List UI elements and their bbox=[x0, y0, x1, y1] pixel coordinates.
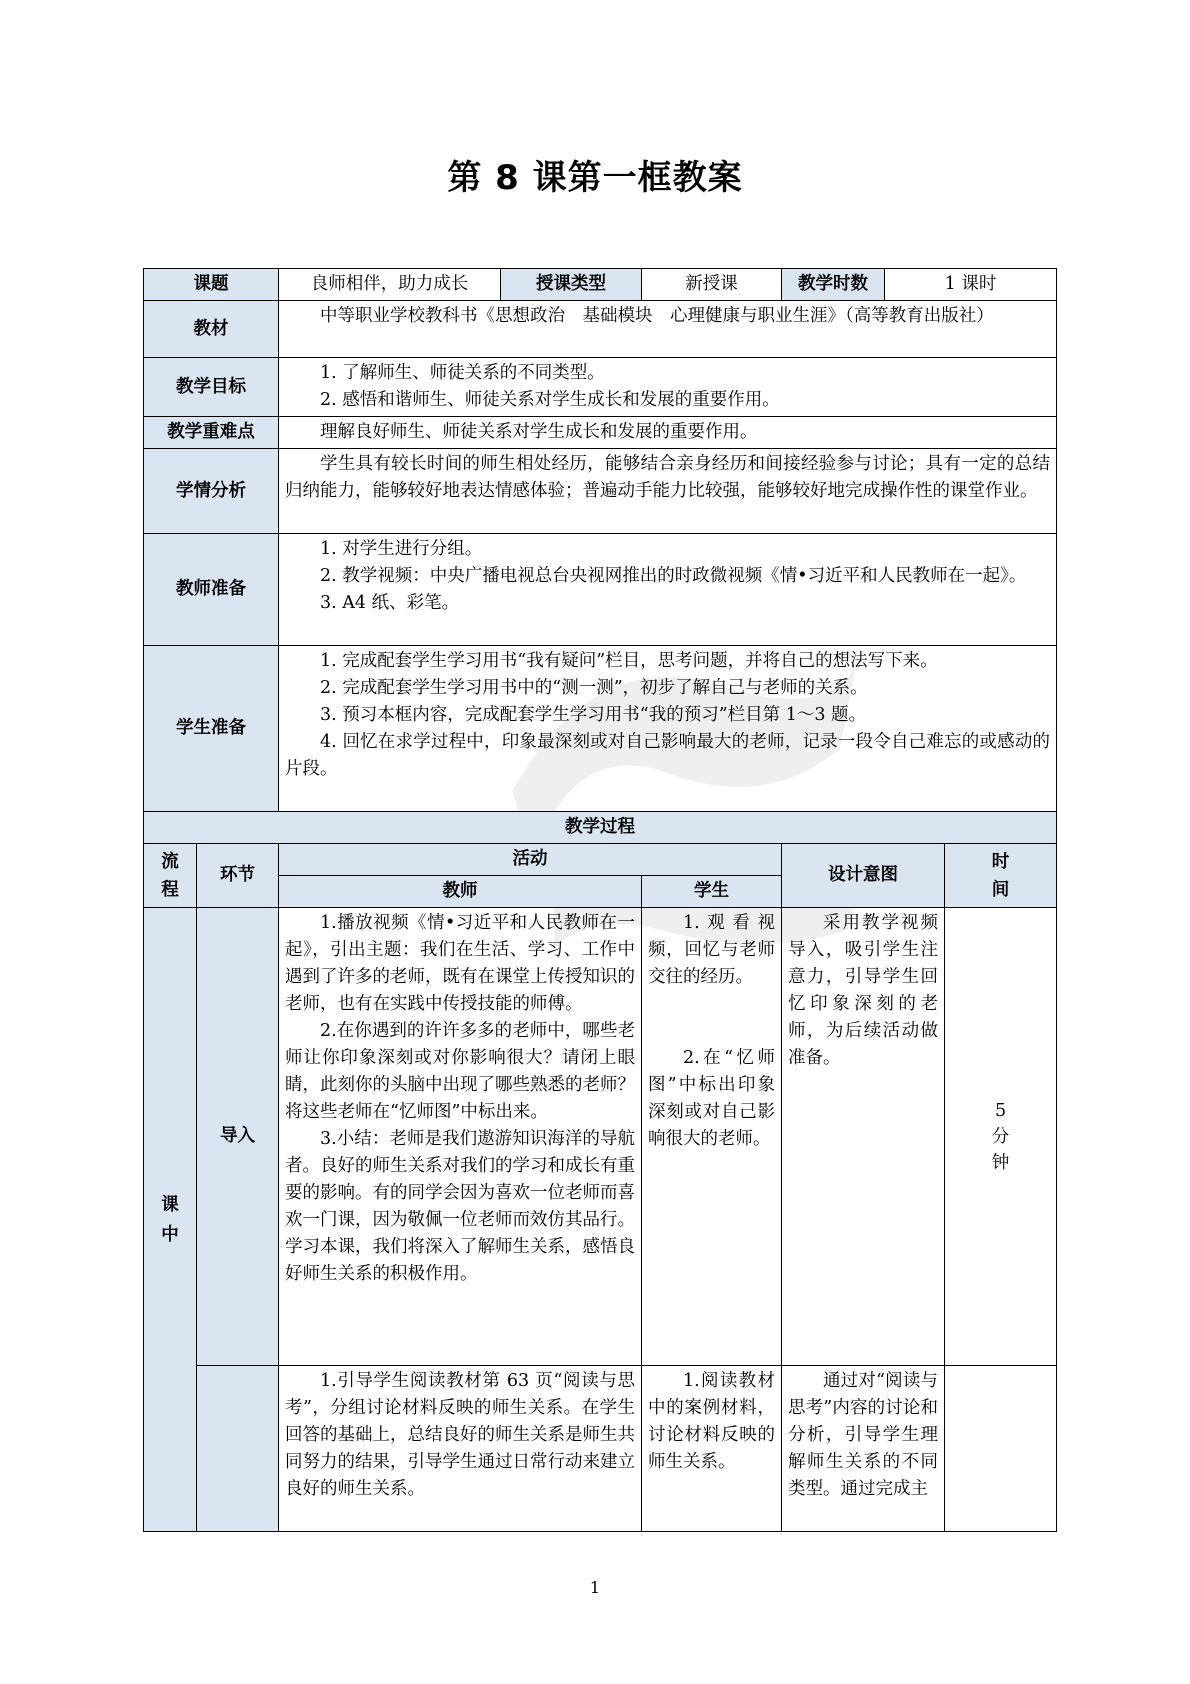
design-intent: 通过对“阅读与思考”内容的讨论和分析，引导学生理解师生关系的不同类型。通过完成主 bbox=[788, 1371, 938, 1499]
topic-row bbox=[144, 269, 1057, 301]
teacher-prep-item: 3. A4 纸、彩笔。 bbox=[320, 593, 460, 613]
hours-value: 1 课时 bbox=[885, 269, 1057, 301]
topic-value: 良师相伴，助力成长 bbox=[279, 269, 501, 301]
analysis-row bbox=[144, 449, 1057, 534]
textbook-value: 中等职业学校教科书《思想政治 基础模块 心理健康与职业生涯》（高等教育出版社） bbox=[320, 306, 994, 326]
intent-header: 设计意图 bbox=[782, 844, 945, 908]
teacher-prep-item: 1. 对学生进行分组。 bbox=[320, 539, 483, 559]
lesson-plan-table bbox=[143, 268, 1057, 1532]
process-header-row bbox=[144, 844, 1057, 876]
teacher-prep-item: 2. 教学视频：中央广播电视总台央视网推出的时政微视频《情•习近平和人民教师在一起》。 bbox=[320, 566, 1027, 586]
type-value: 新授课 bbox=[642, 269, 782, 301]
analysis-value: 学生具有较长时间的师生相处经历，能够结合亲身经历和间接经验参与讨论；具有一定的总结归纳能力，能够较好地表达情感体验；普遍动手能力比较强，能够较好地完成操作性的课堂作业。 bbox=[285, 454, 1051, 501]
type-label: 授课类型 bbox=[501, 269, 642, 301]
student-prep-label: 学生准备 bbox=[144, 646, 279, 812]
student-prep-item: 4. 回忆在求学过程中，印象最深刻或对自己影响最大的老师，记录一段令自己难忘的或感动的片段。 bbox=[285, 732, 1051, 779]
time-value: 5 分 钟 bbox=[945, 908, 1057, 1366]
goal-item: 1. 了解师生、师徒关系的不同类型。 bbox=[320, 363, 605, 383]
analysis-label: 学情分析 bbox=[144, 449, 279, 534]
design-intent: 采用教学视频导入，吸引学生注意力，引导学生回忆印象深刻的老师，为后续活动做准备。 bbox=[788, 913, 938, 1068]
time-empty bbox=[945, 1366, 1057, 1532]
time-header: 时 间 bbox=[945, 844, 1057, 908]
student-activity: 2.在“忆师图”中标出印象深刻或对自己影响很大的老师。 bbox=[648, 1048, 775, 1149]
activity-header: 活动 bbox=[279, 844, 782, 876]
process-row-intro bbox=[144, 908, 1057, 1366]
page-title: 第 8 课第一框教案 bbox=[447, 158, 743, 198]
student-header: 学生 bbox=[642, 876, 782, 908]
process-section-row bbox=[144, 812, 1057, 844]
topic-label: 课题 bbox=[144, 269, 279, 301]
teacher-activity: 2.在你遇到的许许多多的老师中，哪些老师让你印象深刻或对你影响很大？请闭上眼睛，此刻你的头脑中出现了哪些熟悉的老师？将这些老师在“忆师图”中标出来。 bbox=[285, 1021, 635, 1122]
teacher-prep-label: 教师准备 bbox=[144, 534, 279, 646]
hours-label: 教学时数 bbox=[782, 269, 885, 301]
teacher-activity: 1.播放视频《情•习近平和人民教师在一起》，引出主题：我们在生活、学习、工作中遇到了许多的老师，既有在课堂上传授知识的老师，也有在实践中传授技能的师傅。 bbox=[285, 913, 635, 1014]
student-activity: 1.观看视频，回忆与老师交往的经历。 bbox=[648, 913, 775, 987]
stage-intro: 导入 bbox=[197, 908, 279, 1366]
student-prep-item: 3. 预习本框内容，完成配套学生学习用书“我的预习”栏目第 1～3 题。 bbox=[320, 705, 867, 725]
textbook-label: 教材 bbox=[144, 301, 279, 358]
key-value: 理解良好师生、师徒关系对学生成长和发展的重要作用。 bbox=[320, 422, 758, 442]
key-label: 教学重难点 bbox=[144, 417, 279, 449]
student-prep-item: 1. 完成配套学生学习用书“我有疑问”栏目，思考问题，并将自己的想法写下来。 bbox=[320, 651, 938, 671]
key-row bbox=[144, 417, 1057, 449]
stage-empty bbox=[197, 1366, 279, 1532]
process-section-title: 教学过程 bbox=[144, 812, 1057, 844]
goals-label: 教学目标 bbox=[144, 358, 279, 417]
goal-item: 2. 感悟和谐师生、师徒关系对学生成长和发展的重要作用。 bbox=[320, 390, 780, 410]
teacher-activity: 1.引导学生阅读教材第 63 页“阅读与思考”，分组讨论材料反映的师生关系。在学生回答的基础上，总结良好的师生关系是师生共同努力的结果，引导学生通过日常行动来建立良好的师生关系。 bbox=[285, 1371, 635, 1499]
stage-header: 环节 bbox=[197, 844, 279, 908]
textbook-row bbox=[144, 301, 1057, 358]
teacher-activity: 3.小结：老师是我们遨游知识海洋的导航者。良好的师生关系对我们的学习和成长有重要的影响。有的同学会因为喜欢一位老师而喜欢一门课，因为敬佩一位老师而效仿其品行。学习本课，我们将深入了解师生关系，感悟良好师生关系的积极作用。 bbox=[285, 1129, 635, 1284]
process-row-2 bbox=[144, 1366, 1057, 1532]
flow-label: 课 中 bbox=[144, 908, 197, 1532]
teacher-header: 教师 bbox=[279, 876, 642, 908]
student-prep-row bbox=[144, 646, 1057, 812]
student-prep-item: 2. 完成配套学生学习用书中的“测一测”，初步了解自己与老师的关系。 bbox=[320, 678, 868, 698]
student-activity: 1.阅读教材中的案例材料，讨论材料反映的师生关系。 bbox=[648, 1371, 775, 1472]
teacher-prep-row bbox=[144, 534, 1057, 646]
page-number: 1 bbox=[589, 1578, 601, 1597]
flow-header: 流 程 bbox=[144, 844, 197, 908]
goals-row bbox=[144, 358, 1057, 417]
